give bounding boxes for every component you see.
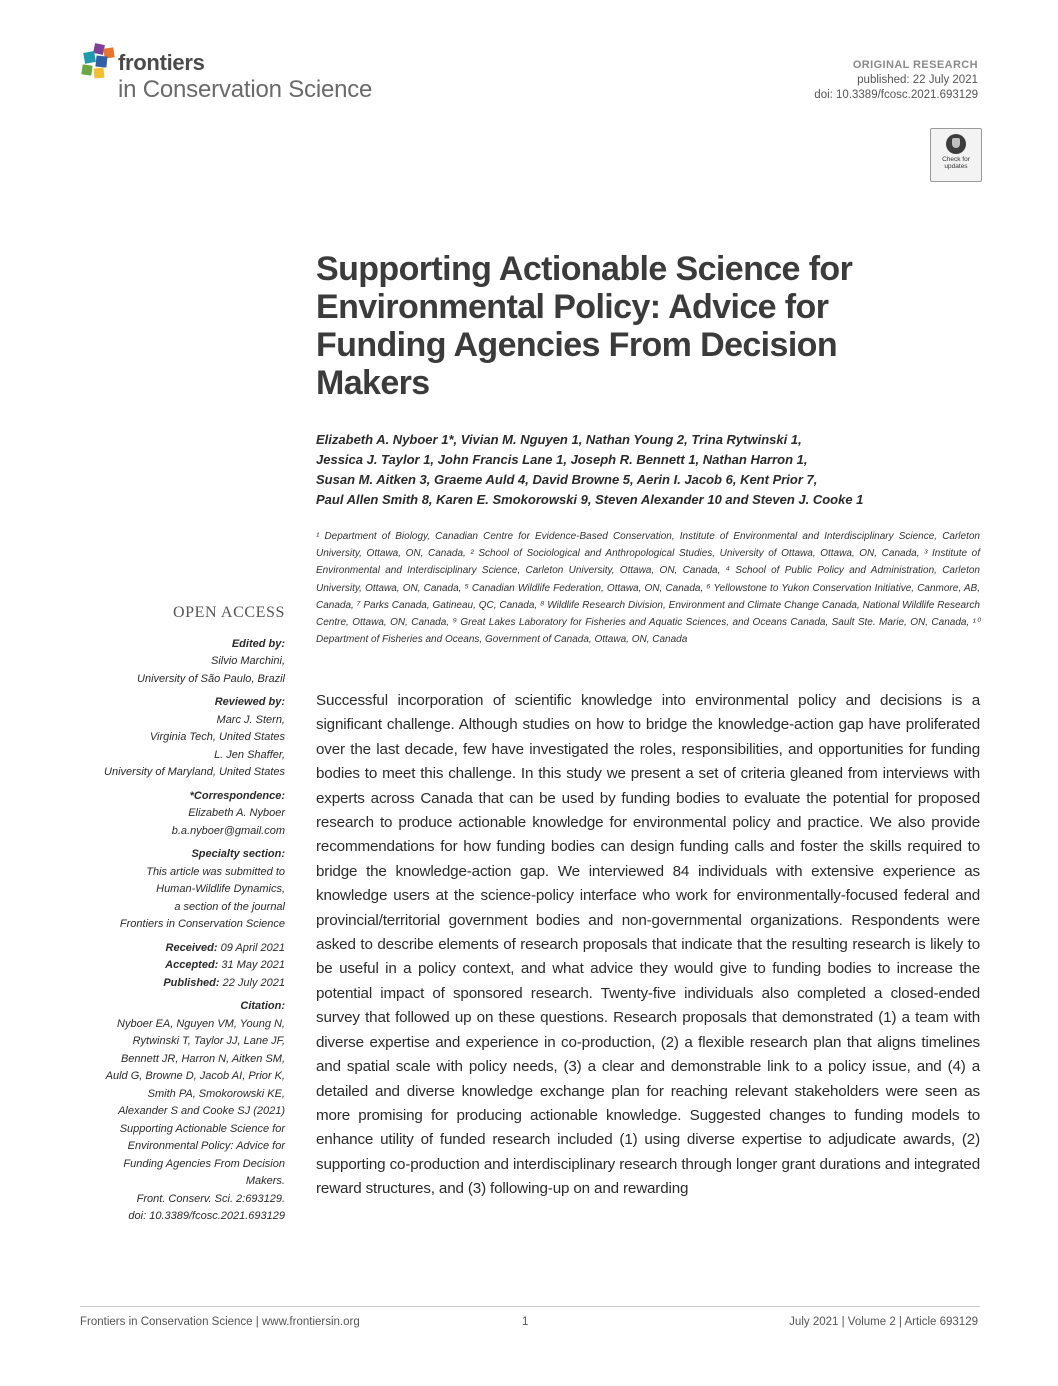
doi-link[interactable]: doi: 10.3389/fcosc.2021.693129 [814,89,978,101]
received-value: 09 April 2021 [220,941,285,954]
citation-value: Nyboer EA, Nguyen VM, Young N, Rytwinski T, Taylor JJ, Lane JF, Bennett JR, Harron N, Aitken SM, Auld G, Browne D, Jacob AI, Prior K, Smith PA, Smokorowski KE, Alexander S and Cooke SJ (2021) Supporting Actionable Science for Environmental Policy: Advice for Funding Agencies From Decision Makers. Front. Conserv. Sci. 2:693129. doi: 10.3389/fcosc.2021.693129 [105,1017,285,1222]
accepted-value: 31 May 2021 [221,959,285,971]
editor-value: Silvio Marchini, University of São Paulo, Brazil [137,655,285,685]
bookmark-icon [946,134,966,154]
specialty-label: Specialty section: [191,848,285,860]
published-date: published: 22 July 2021 [857,74,978,86]
author-line: Paul Allen Smith 8, Karen E. Smokorowski 9, Steven Alexander 10 and Steven J. Cooke 1 [316,492,864,507]
page-number: 1 [522,1316,529,1328]
abstract-text: Successful incorporation of scientific knowledge into environmental policy and decisions is a significant challenge. Although studies on how to bridge the knowledge-action gap have proliferated over the last decade, few have investigated the roles, responsibilities, and opportunities for funding bodies to meet this challenge. In this study we present a set of criteria gleaned from interviews with experts across Canada that can be used by funding bodies to evaluate the potential for proposed research to produce actionable knowledge for environmental policy and practice. We also provide recommendations for how funding bodies can design funding calls and foster the skills required to bridge the knowledge-action gap. We interviewed 84 individuals with extensive experience as knowledge users at the science-policy interface who work for environmentally-focused federal and provincial/territorial government bodies and non-governmental organizations. Respondents were asked to describe elements of research proposals that indicate that the resulting research is likely to be useful in a policy context, and what advice they would give to funding bodies to increase the potential impact of sponsored research. Twenty-five individuals also completed a closed-ended survey that followed up on these questions. Research proposals that demonstrated (1) a team with diverse expertise and experience in co-production, (2) a flexible research plan that aligns timelines and spatial scale with policy needs, (3) a clear and demonstrable link to a policy issue, and (4) a detailed and diverse knowledge exchange plan for reaching relevant stakeholders were seen as more promising for producing actionable knowledge. Suggested changes to funding models to enhance utility of funded research included (1) using diverse expertise to adjudicate awards, (2) supporting co-production and interdisciplinary research through longer grant durations and integrated reward structures, and (3) following-up on and rewarding [316,692,980,1198]
correspondence-section [80,788,285,841]
author-line: Susan M. Aitken 3, Graeme Auld 4, David Browne 5, Aerin I. Jacob 6, Kent Prior 7, [316,472,818,487]
published-label: Published: [163,976,220,989]
reviewers-section [80,694,285,782]
journal-logo[interactable] [80,42,380,102]
correspondence-value[interactable]: Elizabeth A. Nyboer b.a.nyboer@gmail.com [171,807,285,837]
reviewers-value: Marc J. Stern, Virginia Tech, United States L. Jen Shaffer, University of Maryland, United States [104,713,285,778]
article-title: Supporting Actionable Science for Environmental Policy: Advice for Funding Agencies From Decision Makers [316,250,853,402]
specialty-section [80,846,285,934]
badge-label-1: Check for [942,156,970,163]
article-meta [814,58,978,103]
received-label: Received: [165,941,218,954]
footer-divider [80,1306,980,1307]
footer-journal-link[interactable]: Frontiers in Conservation Science | www.frontiersin.org [80,1316,360,1328]
dates-section [80,940,285,993]
published-side-date [80,975,285,993]
citation-label: Citation: [240,1000,285,1012]
received-date [80,940,285,958]
author-line: Elizabeth A. Nyboer 1*, Vivian M. Nguyen 1, Nathan Young 2, Trina Rytwinski 1, [316,432,802,447]
author-list [316,430,986,510]
specialty-value: This article was submitted to Human-Wildlife Dynamics, a section of the journal Frontiers in Conservation Science [119,865,285,930]
affiliations: ¹ Department of Biology, Canadian Centre for Evidence-Based Conservation, Institute of Environmental and Interdisciplinary Science, Carleton University, Ottawa, ON, Canada, ² School of Sociological and Anthropological Studies, University of Ottawa, Ottawa, ON, Canada, ³ Institute of Environmental and Interdisciplinary Science, Carleton University, Ottawa, ON, Canada, ⁴ School of Public Policy and Administration, Carleton University, Ottawa, ON, Canada, ⁵ Canadian Wildlife Federation, Ottawa, ON, Canada, ⁶ Yellowstone to Yukon Conservation Initiative, Canmore, AB, Canada, ⁷ Parks Canada, Gatineau, QC, Canada, ⁸ Wildlife Research Division, Environment and Climate Change Canada, National Wildlife Research Centre, Ottawa, ON, Canada, ⁹ Great Lakes Laboratory for Fisheries and Aquatic Sciences, and Oceans Canada, Sault Ste. Marie, ON, Canada, ¹⁰ Department of Fisheries and Oceans, Government of Canada, Ottawa, ON, Canada [316,531,980,646]
check-for-updates-badge[interactable] [930,128,982,182]
correspondence-label: *Correspondence: [189,789,285,802]
article-type: ORIGINAL RESEARCH [852,59,978,71]
author-line: Jessica J. Taylor 1, John Francis Lane 1, Joseph R. Bennett 1, Nathan Harron 1, [316,452,808,467]
article-sidebar [80,604,285,1232]
logo-wordmark: frontiers [118,50,205,75]
edited-by-label: Edited by: [231,637,285,650]
published-value: 22 July 2021 [222,976,285,989]
open-access-label: OPEN ACCESS [173,604,285,621]
reviewed-by-label: Reviewed by: [214,696,285,708]
footer-issue-info: July 2021 | Volume 2 | Article 693129 [789,1316,978,1328]
accepted-label: Accepted: [165,959,219,971]
citation-section [80,998,285,1226]
badge-label-2: updates [944,163,968,170]
editor-section [80,636,285,689]
frontiers-logo-icon [80,42,116,80]
journal-name: in Conservation Science [118,76,373,103]
accepted-date [80,957,285,975]
